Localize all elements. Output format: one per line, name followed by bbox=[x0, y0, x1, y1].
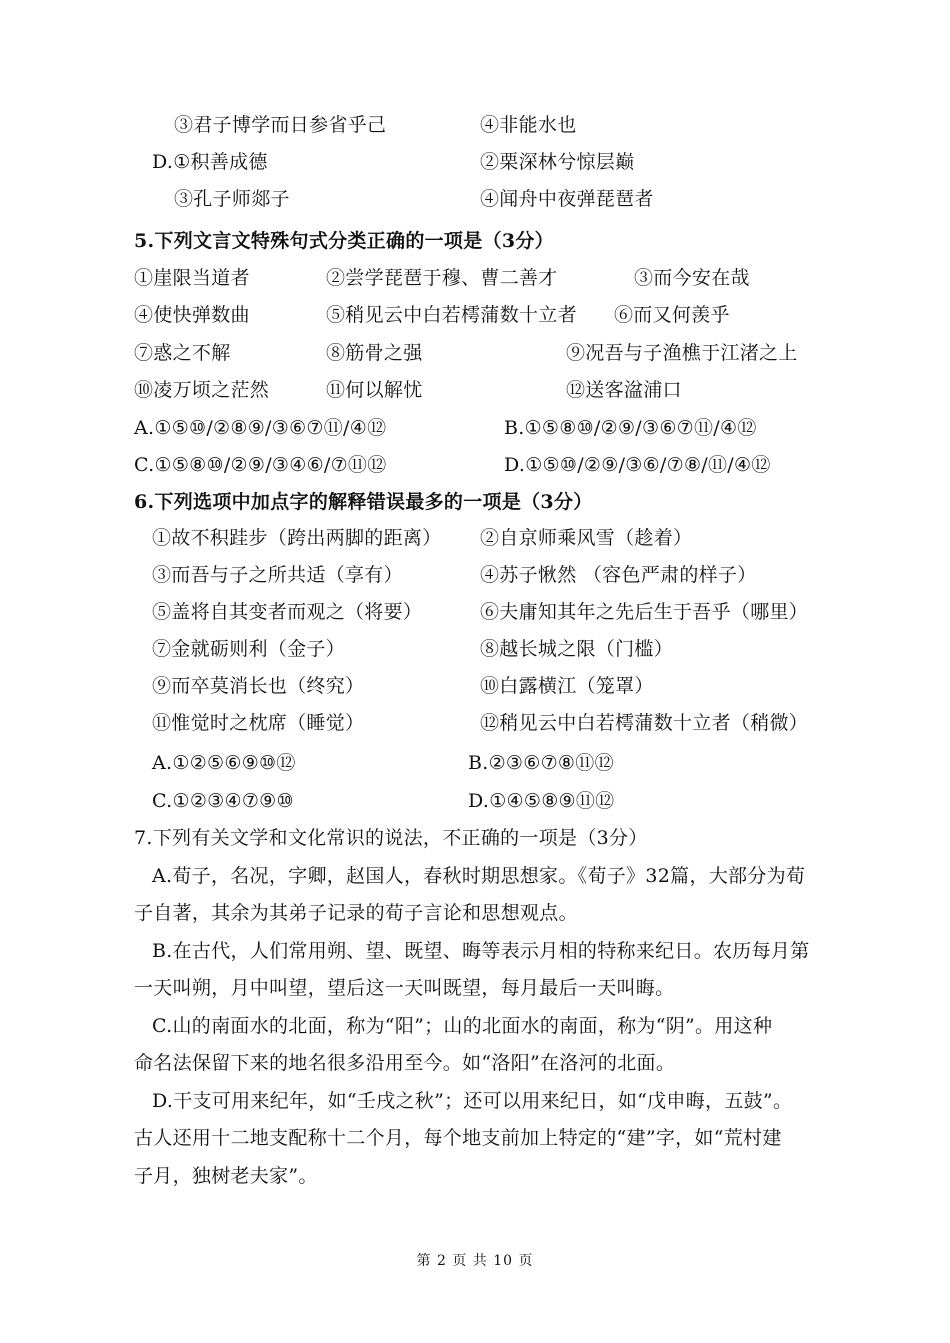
q5-item: ⑩凌万顷之茫然 bbox=[134, 379, 270, 401]
q5-option-b: B.①⑤⑧⑩/②⑨/③⑥⑦⑪/④⑫ bbox=[504, 417, 757, 439]
q5-item: ⑫送客湓浦口 bbox=[566, 379, 682, 401]
q4-option-d-item-4: ④闻舟中夜弹琵琶者 bbox=[480, 188, 654, 210]
q6-stem: 6.下列选项中加点字的解释错误最多的一项是（3分） bbox=[134, 491, 593, 513]
q7-text-line: 一天叫朔，月中叫望，望后这一天叫既望，每月最后一天叫晦。 bbox=[134, 977, 675, 999]
q4-option-d-label: D.①积善成德 bbox=[152, 151, 268, 173]
q6-item: ⑤盖将自其变者而观之（将要） bbox=[152, 601, 423, 623]
q4-option-c-item-3: ③君子博学而日参省乎己 bbox=[174, 114, 387, 136]
q5-option-c: C.①⑤⑧⑩/②⑨/③④⑥/⑦⑪⑫ bbox=[134, 454, 387, 476]
q4-option-d-item-3: ③孔子师郯子 bbox=[174, 188, 290, 210]
q7-text-line: 命名法保留下来的地名很多沿用至今。如“洛阳”在洛河的北面。 bbox=[134, 1052, 676, 1074]
q6-item: ⑧越长城之限（门槛） bbox=[480, 638, 674, 660]
q7-text-line: 古人还用十二地支配称十二个月，每个地支前加上特定的“建”字，如“荒村建 bbox=[134, 1127, 782, 1149]
q6-item: ②自京师乘风雪（趁着） bbox=[480, 527, 693, 549]
q6-option-b: B.②③⑥⑦⑧⑪⑫ bbox=[468, 752, 614, 774]
q5-item: ⑦惑之不解 bbox=[134, 342, 231, 364]
q4-option-d-item-2: ②栗深林兮惊层巅 bbox=[480, 151, 635, 173]
q5-item: ⑤稍见云中白若樗蒲数十立者 bbox=[326, 304, 577, 326]
q6-item: ⑥夫庸知其年之先后生于吾乎（哪里） bbox=[480, 601, 809, 623]
q5-option-a: A.①⑤⑩/②⑧⑨/③⑥⑦⑪/④⑫ bbox=[134, 417, 387, 439]
q5-item: ②尝学琵琶于穆、曹二善才 bbox=[326, 267, 558, 289]
q5-item: ③而今安在哉 bbox=[634, 267, 750, 289]
q7-text-line: C.山的南面水的北面，称为“阳”；山的北面水的南面，称为“阴”。用这种 bbox=[152, 1015, 773, 1037]
q6-item: ⑩白露横江（笼罩） bbox=[480, 675, 654, 697]
q5-item: ①崖限当道者 bbox=[134, 267, 250, 289]
q6-option-d: D.①④⑤⑧⑨⑪⑫ bbox=[468, 790, 615, 812]
page-footer: 第 2 页 共 10 页 bbox=[416, 1253, 534, 1269]
q7-text-line: A.荀子，名况，字卿，赵国人，春秋时期思想家。《荀子》32篇，大部分为荀 bbox=[152, 865, 806, 887]
q5-option-d: D.①⑤⑩/②⑨/③⑥/⑦⑧/⑪/④⑫ bbox=[504, 454, 771, 476]
q5-item: ⑧筋骨之强 bbox=[326, 342, 423, 364]
q5-stem: 5.下列文言文特殊句式分类正确的一项是（3分） bbox=[134, 230, 554, 252]
q4-option-c-item-4: ④非能水也 bbox=[480, 114, 577, 136]
q6-item: ⑫稍见云中白若樗蒲数十立者（稍微） bbox=[480, 712, 809, 734]
q6-option-c: C.①②③④⑦⑨⑩ bbox=[152, 790, 294, 812]
q7-text-line: 子自著，其余为其弟子记录的荀子言论和思想观点。 bbox=[134, 902, 578, 924]
q7-stem: 7.下列有关文学和文化常识的说法，不正确的一项是（3分） bbox=[134, 827, 648, 849]
q5-item: ④使快弹数曲 bbox=[134, 304, 250, 326]
q5-item: ⑥而又何羡乎 bbox=[614, 304, 730, 326]
q6-item: ③而吾与子之所共适（享有） bbox=[152, 564, 403, 586]
q6-item: ⑪惟觉时之枕席（睡觉） bbox=[152, 712, 365, 734]
q5-item: ⑨况吾与子渔樵于江渚之上 bbox=[566, 342, 798, 364]
q6-item: ①故不积跬步（跨出两脚的距离） bbox=[152, 527, 442, 549]
q7-text-line: D.干支可用来纪年，如“壬戌之秋”；还可以用来纪日，如“戊申晦，五鼓”。 bbox=[152, 1090, 793, 1112]
q6-item: ⑨而卒莫消长也（终究） bbox=[152, 675, 365, 697]
q6-item: ④苏子愀然 （容色严肃的样子） bbox=[480, 564, 757, 586]
q6-option-a: A.①②⑤⑥⑨⑩⑫ bbox=[152, 752, 296, 774]
q6-item: ⑦金就砺则利（金子） bbox=[152, 638, 346, 660]
q5-item: ⑪何以解忧 bbox=[326, 379, 423, 401]
q7-text-line: B.在古代，人们常用朔、望、既望、晦等表示月相的特称来纪日。农历每月第 bbox=[152, 940, 810, 962]
q7-text-line: 子月，独树老夫家”。 bbox=[134, 1165, 318, 1187]
